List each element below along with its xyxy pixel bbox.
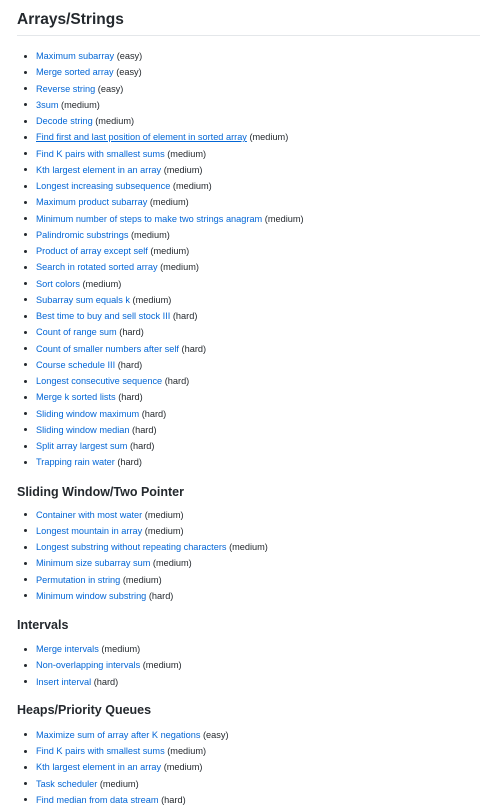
list-item: [22, 64, 480, 80]
difficulty-label: (medium): [229, 542, 268, 552]
difficulty-label: (easy): [116, 51, 143, 61]
bullet-icon: [24, 103, 27, 106]
problem-link[interactable]: Course schedule III: [36, 359, 116, 370]
bullet-icon: [24, 363, 27, 366]
problem-list-arrays-strings: [17, 48, 480, 471]
problem-link[interactable]: 3sum: [36, 99, 59, 110]
problem-link[interactable]: Best time to buy and sell stock III: [36, 311, 171, 321]
problem-link[interactable]: Longest increasing subsequence: [36, 181, 171, 191]
list-item: [22, 406, 480, 422]
list-item: [22, 146, 480, 162]
problem-link[interactable]: Longest consecutive sequence: [36, 376, 163, 386]
list-item: [22, 588, 480, 604]
list-item: [22, 113, 480, 129]
difficulty-label: (medium): [99, 778, 139, 789]
bullet-icon: [24, 71, 27, 74]
problem-link[interactable]: Longest mountain in array: [36, 525, 143, 536]
problem-link[interactable]: Insert interval: [36, 676, 92, 687]
list-item: [22, 389, 480, 405]
difficulty-label: (medium): [249, 132, 289, 143]
list-item: [22, 276, 480, 292]
bullet-icon: [24, 55, 27, 58]
bullet-icon: [24, 680, 27, 683]
difficulty-label: (medium): [132, 294, 172, 305]
list-item: [22, 657, 480, 673]
list-item: [22, 572, 480, 588]
problem-link[interactable]: Trapping rain water: [36, 457, 115, 468]
list-item: [22, 211, 480, 227]
list-item: [22, 523, 480, 539]
bullet-icon: [24, 250, 27, 253]
difficulty-label: (hard): [148, 590, 174, 601]
bullet-icon: [24, 266, 27, 269]
section-heading-heaps: Heaps/Priority Queues: [17, 702, 152, 717]
list-item: [22, 81, 480, 97]
problem-link[interactable]: Merge intervals: [36, 644, 99, 654]
problem-link[interactable]: Merge k sorted lists: [36, 392, 116, 403]
difficulty-label: (medium): [163, 164, 203, 175]
difficulty-label: (medium): [150, 246, 190, 256]
bullet-icon: [24, 120, 27, 123]
bullet-icon: [24, 217, 27, 220]
bullet-icon: [24, 782, 27, 785]
list-item: [22, 674, 480, 690]
bullet-icon: [24, 513, 27, 516]
bullet-icon: [24, 562, 27, 565]
problem-link[interactable]: Task scheduler: [36, 778, 98, 789]
list-item: [22, 227, 480, 243]
bullet-icon: [24, 428, 27, 431]
problem-link[interactable]: Sliding window median: [36, 424, 130, 435]
difficulty-label: (hard): [119, 327, 144, 338]
list-item: [22, 341, 480, 357]
problem-link[interactable]: Count of smaller numbers after self: [36, 343, 179, 354]
difficulty-label: (medium): [172, 181, 212, 191]
difficulty-label: (medium): [142, 660, 182, 671]
difficulty-label: (hard): [117, 457, 142, 468]
difficulty-label: (medium): [160, 262, 199, 273]
bullet-icon: [24, 733, 27, 736]
bullet-icon: [24, 578, 27, 581]
difficulty-label: (medium): [131, 229, 170, 240]
problem-link[interactable]: Count of range sum: [36, 327, 117, 338]
bullet-icon: [24, 594, 27, 597]
difficulty-label: (hard): [161, 794, 186, 805]
list-item: [22, 97, 480, 113]
difficulty-label: (hard): [164, 376, 190, 386]
difficulty-label: (hard): [181, 343, 207, 354]
list-item: [22, 727, 480, 743]
problem-link[interactable]: Permutation in string: [36, 574, 121, 585]
difficulty-label: (medium): [152, 558, 192, 569]
problem-link[interactable]: Maximize sum of array after K negations: [36, 729, 201, 740]
list-item: [22, 243, 480, 259]
list-item: [22, 539, 480, 555]
problem-link[interactable]: Find first and last position of element in sorted array: [36, 132, 247, 143]
difficulty-label: (medium): [101, 644, 141, 654]
list-item: [22, 292, 480, 308]
list-item: [22, 743, 480, 759]
problem-link[interactable]: Minimum number of steps to make two strings anagram: [36, 213, 263, 224]
difficulty-label: (hard): [132, 424, 157, 435]
list-item: [22, 507, 480, 523]
problem-link[interactable]: Minimum size subarray sum: [36, 558, 151, 569]
bullet-icon: [24, 445, 27, 448]
difficulty-label: (medium): [149, 197, 189, 208]
bullet-icon: [24, 201, 27, 204]
difficulty-label: (hard): [93, 676, 119, 687]
difficulty-label: (hard): [117, 359, 143, 370]
list-item: [22, 438, 480, 454]
problem-link[interactable]: Kth largest element in an array: [36, 762, 162, 773]
bullet-icon: [24, 396, 27, 399]
problem-link[interactable]: Maximum subarray: [36, 51, 115, 61]
problem-link[interactable]: Search in rotated sorted array: [36, 262, 158, 273]
section-heading-intervals: Intervals: [17, 618, 69, 632]
problem-link[interactable]: Palindromic substrings: [36, 229, 129, 240]
list-item: [22, 555, 480, 571]
list-item: [22, 373, 480, 389]
difficulty-label: (easy): [202, 729, 229, 740]
problem-list-heaps: [17, 727, 480, 808]
bullet-icon: [24, 168, 27, 171]
bullet-icon: [24, 648, 27, 651]
bullet-icon: [24, 315, 27, 318]
bullet-icon: [24, 546, 27, 549]
difficulty-label: (medium): [61, 99, 100, 110]
problem-link[interactable]: Split array largest sum: [36, 441, 128, 451]
bullet-icon: [24, 87, 27, 90]
section-heading-arrays-strings: Arrays/Strings: [17, 8, 480, 36]
list-item: [22, 776, 480, 792]
list-item: [22, 178, 480, 194]
bullet-icon: [24, 750, 27, 753]
list-item: [22, 454, 480, 470]
problem-link[interactable]: Product of array except self: [36, 246, 148, 256]
bullet-icon: [24, 185, 27, 188]
problem-link[interactable]: Sliding window maximum: [36, 408, 140, 419]
difficulty-label: (hard): [118, 392, 143, 403]
bullet-icon: [24, 412, 27, 415]
problem-link[interactable]: Merge sorted array: [36, 67, 114, 78]
problem-list-sliding-window: [17, 507, 480, 605]
difficulty-label: (medium): [95, 116, 135, 126]
bullet-icon: [24, 331, 27, 334]
problem-link[interactable]: Reverse string: [36, 83, 96, 94]
bullet-icon: [24, 529, 27, 532]
bullet-icon: [24, 766, 27, 769]
difficulty-label: (hard): [141, 408, 167, 419]
difficulty-label: (medium): [167, 746, 207, 756]
list-item: [22, 162, 480, 178]
difficulty-label: (hard): [129, 441, 155, 451]
problem-link[interactable]: Sort colors: [36, 278, 80, 289]
difficulty-label: (easy): [116, 67, 142, 78]
problem-link[interactable]: Minimum window substring: [36, 590, 147, 601]
difficulty-label: (easy): [97, 83, 124, 94]
difficulty-label: (medium): [144, 525, 184, 536]
list-item: [22, 324, 480, 340]
section-heading-sliding-window: Sliding Window/Two Pointer: [17, 484, 184, 499]
difficulty-label: (medium): [167, 148, 207, 159]
list-item: [22, 759, 480, 775]
list-item: [22, 48, 480, 64]
problem-list-intervals: [17, 641, 480, 690]
problem-link[interactable]: Longest substring without repeating characters: [36, 542, 227, 552]
bullet-icon: [24, 298, 27, 301]
bullet-icon: [24, 233, 27, 236]
list-item: [22, 308, 480, 324]
bullet-icon: [24, 461, 27, 464]
bullet-icon: [24, 282, 27, 285]
bullet-icon: [24, 380, 27, 383]
problem-link[interactable]: Maximum product subarray: [36, 197, 148, 208]
list-item: [22, 194, 480, 210]
problem-link[interactable]: Find K pairs with smallest sums: [36, 148, 165, 159]
difficulty-label: (hard): [172, 311, 198, 321]
problem-link[interactable]: Find median from data stream: [36, 794, 159, 805]
problem-link[interactable]: Subarray sum equals k: [36, 294, 130, 305]
list-item: [22, 357, 480, 373]
bullet-icon: [24, 664, 27, 667]
difficulty-label: (medium): [264, 213, 304, 224]
problem-link[interactable]: Find K pairs with smallest sums: [36, 746, 165, 756]
difficulty-label: (medium): [122, 574, 162, 585]
bullet-icon: [24, 347, 27, 350]
list-item: [22, 129, 480, 145]
problem-link[interactable]: Kth largest element in an array: [36, 164, 162, 175]
bullet-icon: [24, 152, 27, 155]
difficulty-label: (medium): [82, 278, 122, 289]
problem-link[interactable]: Non-overlapping intervals: [36, 660, 141, 671]
problem-link[interactable]: Container with most water: [36, 509, 143, 520]
bullet-icon: [24, 136, 27, 139]
list-item: [22, 641, 480, 657]
list-item: [22, 422, 480, 438]
problem-link[interactable]: Decode string: [36, 116, 93, 126]
difficulty-label: (medium): [144, 509, 184, 520]
list-item: [22, 259, 480, 275]
difficulty-label: (medium): [163, 762, 203, 773]
